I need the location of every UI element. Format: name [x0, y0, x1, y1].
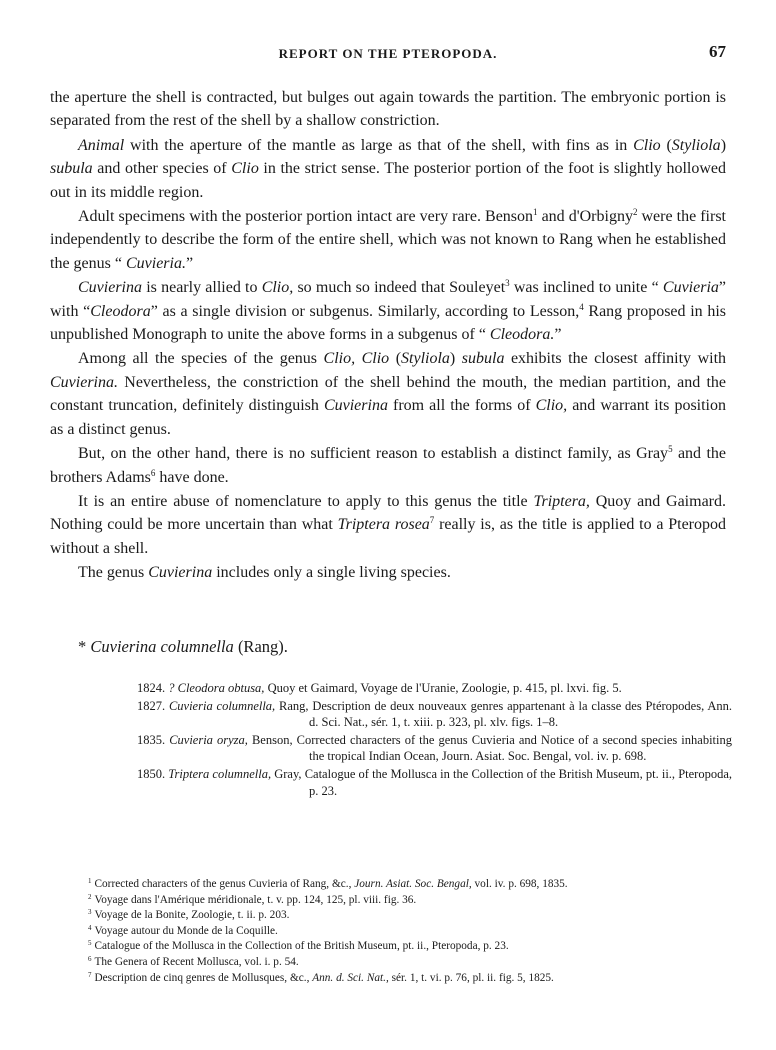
italic-text: Styliola — [401, 350, 450, 368]
paragraph — [50, 134, 726, 204]
text-run: Gray, Catalogue of the Mollusca in the Collection of the British Museum, pt. ii., Pteropoda, p. 23. — [271, 766, 733, 798]
text-run: ” as a single division or subgenus. Similarly, according to Lesson, — [150, 302, 580, 320]
footnote-number: 1 — [88, 877, 92, 885]
italic-text: Cuvieria columnella, — [168, 698, 276, 713]
text-run: includes only a single living species. — [212, 564, 451, 582]
text-run: But, on the other hand, there is no sufficient reason to establish a distinct family, as Gray — [78, 445, 669, 463]
text-run: and warrant its position as a distinct genus. — [50, 397, 726, 438]
synonymy-entry — [137, 698, 732, 731]
footnote-ref: 1 — [533, 207, 538, 218]
paragraph — [50, 276, 726, 346]
text-run: Voyage dans l'Amérique méridionale, t. v. pp. 124, 125, pl. viii. fig. 36. — [94, 893, 417, 906]
synonymy-entry — [137, 680, 732, 697]
text-run: ( — [660, 136, 672, 154]
paragraph — [50, 490, 726, 560]
footnote — [88, 908, 728, 924]
text-run: exhibits the closest affinity with — [504, 350, 727, 368]
text-run: Nevertheless, the constriction of the shell behind the mouth, the median partition, and the constant truncation, definitely distinguish — [50, 373, 726, 415]
paragraph — [50, 442, 726, 489]
text-run: is nearly allied to — [142, 279, 262, 297]
species-marker: * — [78, 637, 91, 656]
text-run: It is an entire abuse of nomenclature to apply to this genus the title — [78, 492, 534, 510]
text-run: 1827. — [137, 698, 169, 713]
footnote-number: 5 — [88, 939, 92, 948]
italic-text: Cleodora — [90, 302, 151, 320]
italic-text: Triptera, — [533, 492, 590, 510]
text-run: Rang proposed in his unpublished Monograph to unite the above forms in a subgenus of “ — [50, 302, 727, 344]
text-run: Voyage de la Bonite, Zoologie, t. ii. p. 203. — [94, 909, 290, 922]
footnote-ref: 4 — [579, 301, 584, 312]
italic-text: Cuvierina — [323, 397, 388, 415]
italic-text: Cuvieria — [662, 279, 719, 297]
text-run: The genus — [78, 564, 149, 582]
text-run: Catalogue of the Mollusca in the Collection of the British Museum, pt. ii., Pteropoda, p. 23. — [94, 940, 509, 953]
italic-text: Clio, — [535, 397, 568, 415]
footnote-ref: 6 — [150, 467, 156, 478]
text-run: ( — [389, 350, 402, 368]
italic-text: Clio — [231, 160, 259, 178]
page-header — [0, 42, 776, 64]
footnote-number: 7 — [88, 970, 92, 979]
footnote — [88, 893, 728, 909]
italic-text: Cuvieria. — [125, 254, 186, 272]
text-run: Among all the species of the genus — [78, 350, 324, 368]
footnote-number: 4 — [88, 923, 92, 932]
footnote-number: 2 — [88, 892, 92, 901]
text-run: Rang, Description de deux nouveaux genres appartenant à la classe des Ptéropodes, Ann. d. Sci. Nat., sér. 1, t. xiii. p. 323, pl. xlv. figs. 1–8. — [275, 698, 732, 730]
text-run: so much so indeed that Souleyet — [293, 279, 506, 297]
footnote-ref: 3 — [505, 278, 510, 289]
text-run: vol. iv. p. 698, 1835. — [471, 878, 568, 890]
italic-text: ? Cleodora obtusa, — [168, 681, 265, 695]
text-run: the aperture the shell is contracted, but bulges out again towards the partition. The embryonic portion is separated from the rest of the shell by a shallow constriction. — [50, 89, 726, 130]
italic-text: Animal — [78, 136, 125, 154]
footnote — [88, 971, 728, 987]
text-run: The Genera of Recent Mollusca, vol. i. p. 54. — [94, 955, 299, 968]
text-run: Description de cinq genres de Mollusques, &c., — [94, 971, 313, 984]
footnote — [88, 877, 728, 893]
text-run: were the first independently to describe the form of the entire shell, which was not known to Rang when he established the genus “ — [50, 208, 727, 272]
italic-text: Triptera rosea — [337, 516, 430, 534]
italic-text: subula — [461, 350, 505, 368]
italic-text: subula — [50, 160, 93, 178]
text-run: 1835. — [137, 732, 170, 747]
italic-text: Triptera columnella, — [168, 766, 272, 781]
text-run: Adult specimens with the posterior portion intact are very rare. Benson — [78, 208, 534, 226]
footnote-ref: 2 — [632, 207, 638, 218]
text-run: in the strict sense. The posterior portion of the foot is slightly hollowed out in its middle region. — [50, 160, 726, 201]
footnote-number: 3 — [88, 908, 92, 917]
paragraph — [50, 86, 726, 133]
text-run: Quoy et Gaimard, Voyage de l'Uranie, Zoologie, p. 415, pl. lxvi. fig. 5. — [264, 681, 622, 695]
italic-text: Cuvierina. — [50, 373, 118, 391]
paragraph — [50, 561, 726, 584]
text-run: ” — [185, 254, 194, 272]
text-run: 1824. — [137, 681, 169, 695]
text-run: ” with “ — [50, 279, 726, 320]
body-text — [50, 86, 726, 585]
text-run: and the brothers Adams — [50, 445, 726, 486]
footnote — [88, 955, 728, 971]
italic-text: Ann. d. Sci. Nat., — [312, 971, 389, 984]
text-run: ) — [720, 136, 727, 154]
text-run: with the aperture of the mantle as large as that of the shell, with fins as in — [124, 136, 634, 154]
text-run: ” — [554, 326, 562, 344]
footnote — [88, 924, 728, 940]
italic-text: Clio, — [261, 279, 294, 297]
text-run: from all the forms of — [387, 397, 536, 415]
species-heading — [78, 637, 288, 657]
species-author: (Rang). — [233, 637, 288, 656]
italic-text: Cuvierina — [78, 279, 142, 297]
text-run: Corrected characters of the genus Cuvieria of Rang, &c., — [94, 878, 355, 890]
footnote-number: 6 — [88, 954, 92, 963]
italic-text: Clio, Clio — [323, 350, 390, 368]
text-run: 1850. — [137, 766, 169, 781]
italic-text: Journ. Asiat. Soc. Bengal, — [354, 878, 472, 890]
footnote — [88, 939, 728, 955]
text-run: Voyage autour du Monde de la Coquille. — [94, 924, 278, 937]
synonymy-entry — [137, 766, 732, 799]
species-name: Cuvierina columnella — [90, 637, 234, 656]
text-run: and other species of — [92, 160, 232, 178]
italic-text: Clio — [633, 136, 661, 154]
running-title: REPORT ON THE PTEROPODA. — [278, 46, 498, 61]
text-run: really is, as the title is applied to a Pteropod without a shell. — [50, 516, 727, 557]
paragraph — [50, 347, 726, 441]
synonymy-entry — [137, 732, 732, 765]
text-run: have done. — [155, 468, 229, 486]
text-run: was inclined to unite “ — [509, 279, 663, 297]
italic-text: Cuvieria oryza, — [169, 732, 248, 747]
italic-text: Cuvierina — [148, 564, 213, 582]
text-run: and d'Orbigny — [537, 208, 633, 226]
page-number: 67 — [709, 42, 726, 61]
footnote-ref: 7 — [429, 515, 435, 526]
synonymy-list — [137, 680, 732, 800]
italic-text: Styliola — [671, 136, 721, 154]
text-run: sér. 1, t. vi. p. 76, pl. ii. fig. 5, 1825. — [388, 971, 554, 984]
text-run: Benson, Corrected characters of the genus Cuvieria and Notice of a second species inhabiting the tropical Indian Ocean, Journ. Asiat. Soc. Bengal, vol. iv. p. 698. — [247, 732, 732, 764]
text-run: ) — [449, 350, 462, 368]
italic-text: Cleodora. — [489, 326, 555, 344]
footnotes — [88, 877, 728, 986]
paragraph — [50, 205, 726, 275]
text-run: Quoy and Gaimard. Nothing could be more uncertain than what — [50, 492, 727, 534]
footnote-ref: 5 — [668, 444, 673, 455]
